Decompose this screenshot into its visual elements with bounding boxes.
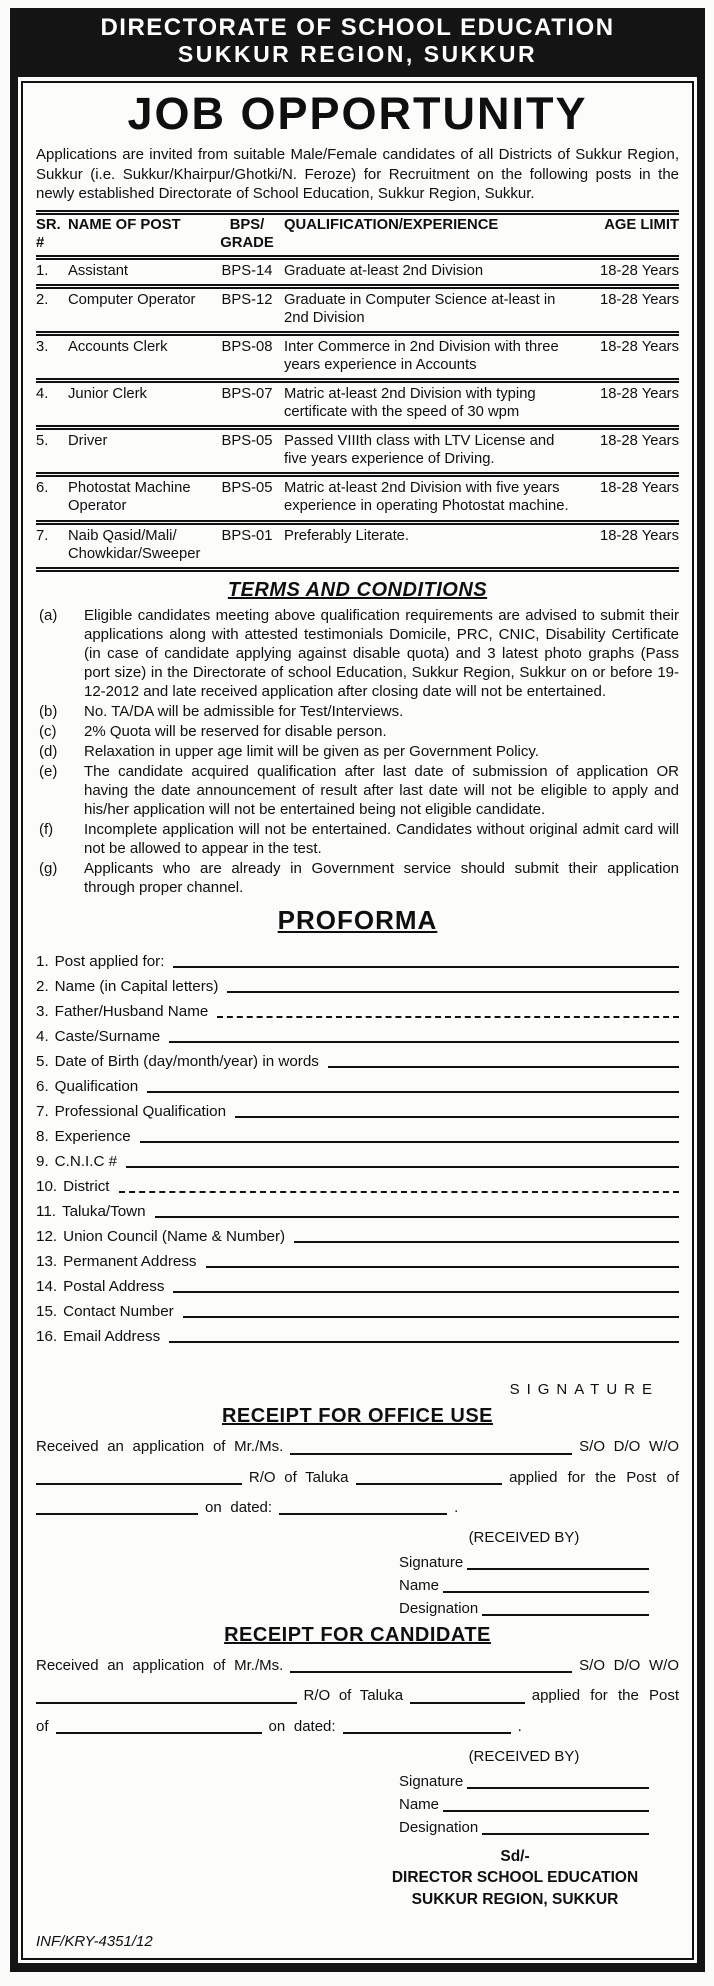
blank-line	[290, 1445, 572, 1455]
form-field: 3. Father/Husband Name	[36, 995, 679, 1020]
receipt-line: R/O of Taluka applied for the Post	[36, 1687, 679, 1704]
table-row: 5. Driver BPS-05 Passed VIIIth class with LTV License and five years experience of Driving. 18-28 Years	[36, 430, 679, 477]
term-label: (d)	[39, 742, 58, 760]
blank-line	[294, 1233, 679, 1243]
page-title: JOB OPPORTUNITY	[127, 87, 588, 139]
inner-gap	[18, 77, 697, 1963]
blank-line	[467, 1779, 649, 1789]
form-field: 2. Name (in Capital letters)	[36, 970, 679, 995]
blank-line	[235, 1108, 679, 1118]
term-text: Incomplete application will not be entertained. Candidates without original admit card will not be allowed to appear in the test.	[84, 821, 679, 858]
term-text: 2% Quota will be reserved for disable person.	[84, 722, 387, 740]
signatory-title: DIRECTOR SCHOOL EDUCATION	[391, 1869, 639, 1887]
masthead	[18, 8, 697, 77]
form-field: 11. Taluka/Town	[36, 1195, 679, 1220]
term-item	[36, 820, 679, 858]
received-by-label: (RECEIVED BY)	[468, 1529, 580, 1547]
form-field: 14. Postal Address	[36, 1270, 679, 1295]
blank-line	[155, 1208, 679, 1218]
form-field: 5. Date of Birth (day/month/year) in words	[36, 1045, 679, 1070]
terms-heading: TERMS AND CONDITIONS	[227, 578, 488, 601]
blank-line	[328, 1058, 679, 1068]
table-row: 2. Computer Operator BPS-12 Graduate in Computer Science at-least in 2nd Division 18-28 Years	[36, 289, 679, 336]
blank-line	[36, 1505, 198, 1515]
form-field: 9. C.N.I.C #	[36, 1145, 679, 1170]
signatory-block	[375, 1846, 655, 1911]
blank-line	[482, 1606, 649, 1616]
blank-line	[183, 1308, 679, 1318]
receipt-line: R/O of Taluka applied for the Post of	[36, 1469, 679, 1486]
col-header-qualification: QUALIFICATION/EXPERIENCE	[284, 216, 499, 233]
term-label: (b)	[39, 702, 58, 720]
table-row: 1. Assistant BPS-14 Graduate at-least 2nd Division 18-28 Years	[36, 260, 679, 289]
receipt-office-heading: RECEIPT FOR OFFICE USE	[221, 1405, 494, 1428]
form-field: 1. Post applied for:	[36, 945, 679, 970]
form-field: 12. Union Council (Name & Number)	[36, 1220, 679, 1245]
blank-line	[36, 1475, 242, 1485]
blank-line	[169, 1033, 679, 1043]
table-header-row	[36, 210, 679, 260]
proforma-heading: PROFORMA	[277, 905, 438, 936]
form-field: 8. Experience	[36, 1120, 679, 1145]
term-item	[36, 742, 679, 761]
receipt-candidate-heading: RECEIPT FOR CANDIDATE	[224, 1624, 491, 1647]
received-by-field: Name	[399, 1790, 649, 1813]
col-header-post: NAME OF POST	[68, 216, 181, 233]
form-field: 10. District	[36, 1170, 679, 1195]
form-field: 16. Email Address	[36, 1320, 679, 1345]
receipt-office-section	[36, 1438, 679, 1617]
ad-outer-frame	[10, 8, 705, 1972]
receipt-line: Received an application of Mr./Ms. S/O D/O W/O	[36, 1438, 679, 1456]
blank-line	[443, 1583, 649, 1593]
col-header-age: AGE LIMIT	[604, 216, 679, 233]
term-label: (f)	[39, 821, 54, 839]
blank-line	[206, 1258, 679, 1268]
table-row: 6. Photostat Machine Operator BPS-05 Matric at-least 2nd Division with five years experience in operating Photostat machine. 18-28 Years	[36, 477, 679, 524]
form-field: 7. Professional Qualification	[36, 1095, 679, 1120]
receipt-line: of on dated: .	[36, 1717, 522, 1735]
blank-line	[173, 958, 679, 968]
term-item	[36, 702, 679, 721]
signatory-region: SUKKUR REGION, SUKKUR	[411, 1891, 619, 1909]
blank-line	[217, 1008, 679, 1018]
masthead-line2: SUKKUR REGION, SUKKUR	[177, 41, 538, 68]
blank-line	[290, 1663, 572, 1673]
term-text: No. TA/DA will be admissible for Test/Interviews.	[84, 702, 404, 720]
form-field: 6. Qualification	[36, 1070, 679, 1095]
blank-line	[119, 1183, 679, 1193]
blank-line	[169, 1333, 679, 1343]
term-text: Applicants who are already in Government service should submit their application through proper channel.	[84, 860, 679, 897]
received-by-field: Signature	[399, 1767, 649, 1790]
proforma-form	[36, 945, 679, 1345]
received-by-field: Designation	[399, 1813, 649, 1836]
received-by-field: Signature	[399, 1548, 649, 1571]
received-by-field: Name	[399, 1571, 649, 1594]
blank-line	[56, 1724, 262, 1734]
blank-line	[467, 1560, 649, 1570]
table-row: 4. Junior Clerk BPS-07 Matric at-least 2nd Division with typing certificate with the speed of 30 wpm 18-28 Years	[36, 383, 679, 430]
blank-line	[147, 1083, 679, 1093]
blank-line	[482, 1825, 649, 1835]
blank-line	[443, 1802, 649, 1812]
col-header-sr: SR. #	[36, 216, 61, 251]
term-text: Relaxation in upper age limit will be given as per Government Policy.	[84, 742, 539, 760]
receipt-line: on dated: .	[36, 1499, 679, 1516]
term-label: (a)	[39, 606, 58, 624]
received-by-field: Designation	[399, 1594, 649, 1617]
received-by-label: (RECEIVED BY)	[468, 1747, 580, 1765]
blank-line	[356, 1475, 503, 1485]
form-field: 13. Permanent Address	[36, 1245, 679, 1270]
table-row: 7. Naib Qasid/Mali/ Chowkidar/Sweeper BPS-01 Preferably Literate. 18-28 Years	[36, 525, 679, 572]
blank-line	[36, 1694, 297, 1704]
blank-line	[410, 1694, 525, 1704]
blank-line	[140, 1133, 679, 1143]
masthead-line1: DIRECTORATE OF SCHOOL EDUCATION	[100, 14, 615, 41]
term-item	[36, 859, 679, 897]
receipt-line: Received an application of Mr./Ms. S/O D/O W/O	[36, 1657, 679, 1675]
blank-line	[279, 1505, 447, 1515]
blank-line	[343, 1724, 511, 1734]
term-label: (g)	[39, 860, 58, 878]
signature-label: SIGNATURE	[509, 1381, 659, 1399]
ad-content-box	[21, 81, 694, 1960]
term-text: The candidate acquired qualification after last date of submission of application OR having the date announcement of result after last date will not be eligible to apply and his/her application will not be entertained being not eligible candidate.	[84, 762, 679, 819]
form-field: 15. Contact Number	[36, 1295, 679, 1320]
blank-line	[173, 1283, 679, 1293]
blank-line	[227, 983, 679, 993]
posts-table	[36, 210, 679, 572]
intro-paragraph: Applications are invited from suitable Male/Female candidates of all Districts of Sukkur Region, Sukkur (i.e. Sukkur/Khairpur/Ghotki/N. Feroze) for Recruitment on the following posts in the newly established Directorate of School Education, Sukkur Region, Sukkur.	[36, 146, 679, 202]
form-field: 4. Caste/Surname	[36, 1020, 679, 1045]
blank-line	[126, 1158, 679, 1168]
col-header-bps: BPS/ GRADE	[220, 216, 274, 251]
table-row: 3. Accounts Clerk BPS-08 Inter Commerce in 2nd Division with three years experience in Accounts 18-28 Years	[36, 336, 679, 383]
term-item	[36, 722, 679, 741]
term-item	[36, 762, 679, 819]
receipt-candidate-section	[36, 1657, 679, 1836]
sd-label: Sd/-	[500, 1847, 530, 1865]
received-by-block	[399, 1529, 649, 1617]
term-label: (c)	[39, 722, 57, 740]
terms-list	[36, 606, 679, 898]
term-text: Eligible candidates meeting above qualification requirements are advised to submit their applications along with attested testimonials Domicile, PRC, CNIC, Disability Certificate (in case of candidate applying against disable quota) and 3 latest photo graphs (Pass port size) in the Directorate of school Education, Sukkur Region, Sukkur on or before 19-12-2012 and late received application after closing date will not be entertained.	[84, 606, 679, 700]
ad-reference-number: INF/KRY-4351/12	[36, 1932, 153, 1950]
received-by-block	[399, 1748, 649, 1836]
term-label: (e)	[39, 762, 58, 780]
term-item	[36, 606, 679, 701]
